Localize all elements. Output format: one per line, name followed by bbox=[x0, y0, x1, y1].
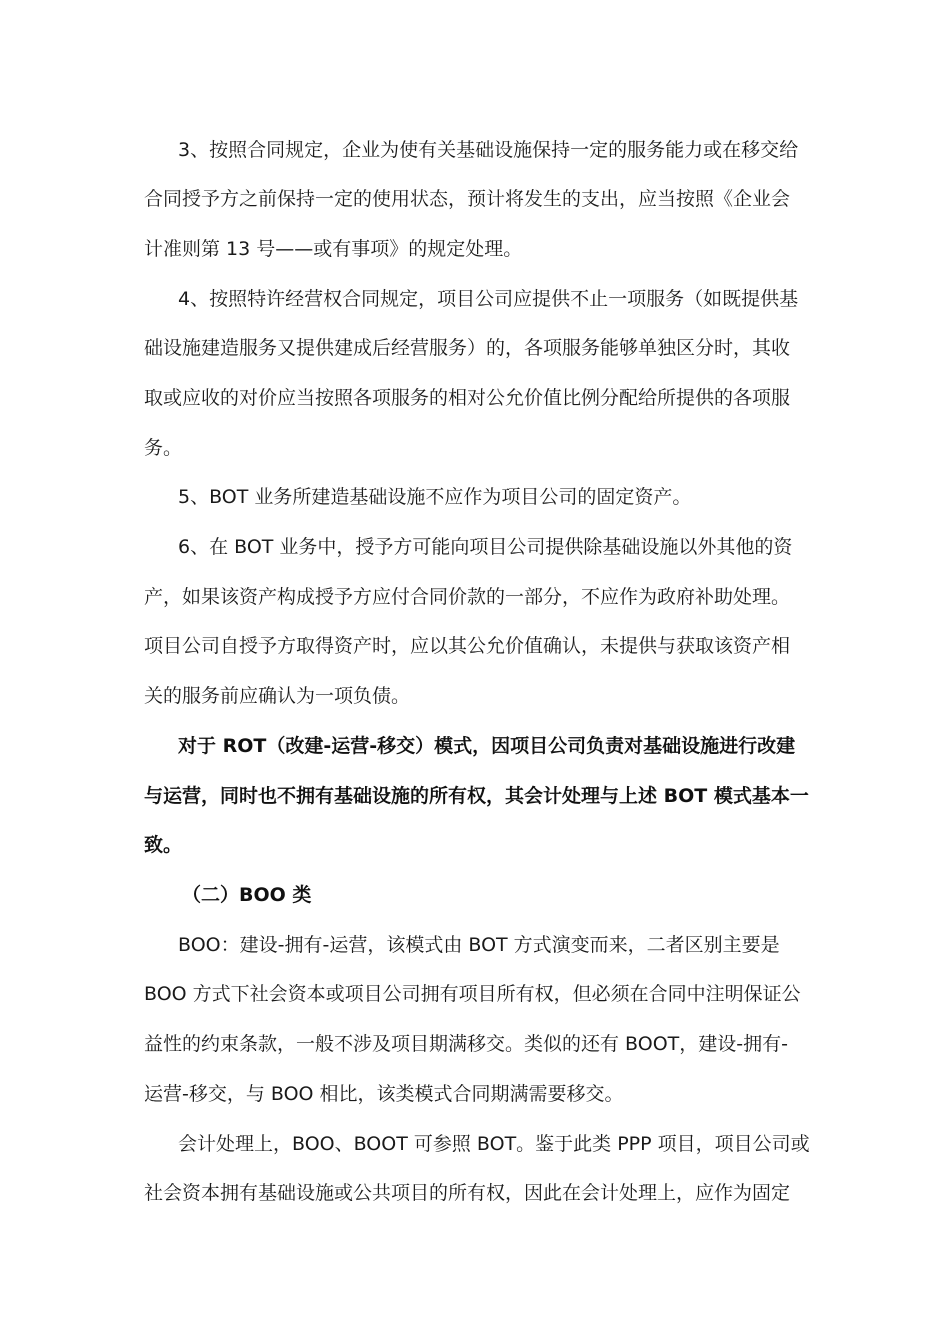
paragraph-4-line-4: 务。 bbox=[144, 437, 183, 459]
rot-note-line-1: 对于 ROT（改建-运营-移交）模式，因项目公司负责对基础设施进行改建 bbox=[178, 735, 796, 757]
rot-note-line-3: 致。 bbox=[144, 834, 183, 856]
paragraph-6-line-4: 关的服务前应确认为一项负债。 bbox=[144, 685, 411, 707]
paragraph-3-line-1: 3、按照合同规定，企业为使有关基础设施保持一定的服务能力或在移交给 bbox=[178, 139, 799, 161]
paragraph-6-line-1: 6、在 BOT 业务中，授予方可能向项目公司提供除基础设施以外其他的资 bbox=[178, 536, 793, 558]
paragraph-4-line-2: 础设施建造服务又提供建成后经营服务）的，各项服务能够单独区分时，其收 bbox=[144, 337, 791, 359]
boo-paragraph-line-1: BOO：建设-拥有-运营，该模式由 BOT 方式演变而来，二者区别主要是 bbox=[178, 934, 780, 956]
paragraph-4-line-3: 取或应收的对价应当按照各项服务的相对公允价值比例分配给所提供的各项服 bbox=[144, 387, 791, 409]
paragraph-6-line-2: 产，如果该资产构成授予方应付合同价款的一部分，不应作为政府补助处理。 bbox=[144, 586, 791, 608]
boo-paragraph-line-3: 益性的约束条款，一般不涉及项目期满移交。类似的还有 BOOT，建设-拥有- bbox=[144, 1033, 788, 1055]
accounting-paragraph-line-2: 社会资本拥有基础设施或公共项目的所有权，因此在会计处理上，应作为固定 bbox=[144, 1182, 791, 1204]
paragraph-4-line-1: 4、按照特许经营权合同规定，项目公司应提供不止一项服务（如既提供基 bbox=[178, 288, 799, 310]
accounting-paragraph-line-1: 会计处理上，BOO、BOOT 可参照 BOT。鉴于此类 PPP 项目，项目公司或 bbox=[178, 1133, 810, 1155]
paragraph-3-line-2: 合同授予方之前保持一定的使用状态，预计将发生的支出，应当按照《企业会 bbox=[144, 188, 791, 210]
rot-note-line-2: 与运营，同时也不拥有基础设施的所有权，其会计处理与上述 BOT 模式基本一 bbox=[144, 785, 809, 807]
boo-paragraph-line-4: 运营-移交，与 BOO 相比，该类模式合同期满需要移交。 bbox=[144, 1083, 624, 1105]
boo-paragraph-line-2: BOO 方式下社会资本或项目公司拥有项目所有权，但必须在合同中注明保证公 bbox=[144, 983, 801, 1005]
paragraph-5-line-1: 5、BOT 业务所建造基础设施不应作为项目公司的固定资产。 bbox=[178, 486, 692, 508]
section-heading-boo: （二）BOO 类 bbox=[182, 884, 312, 906]
paragraph-3-line-3: 计准则第 13 号——或有事项》的规定处理。 bbox=[144, 238, 523, 260]
paragraph-6-line-3: 项目公司自授予方取得资产时，应以其公允价值确认，未提供与获取该资产相 bbox=[144, 635, 791, 657]
